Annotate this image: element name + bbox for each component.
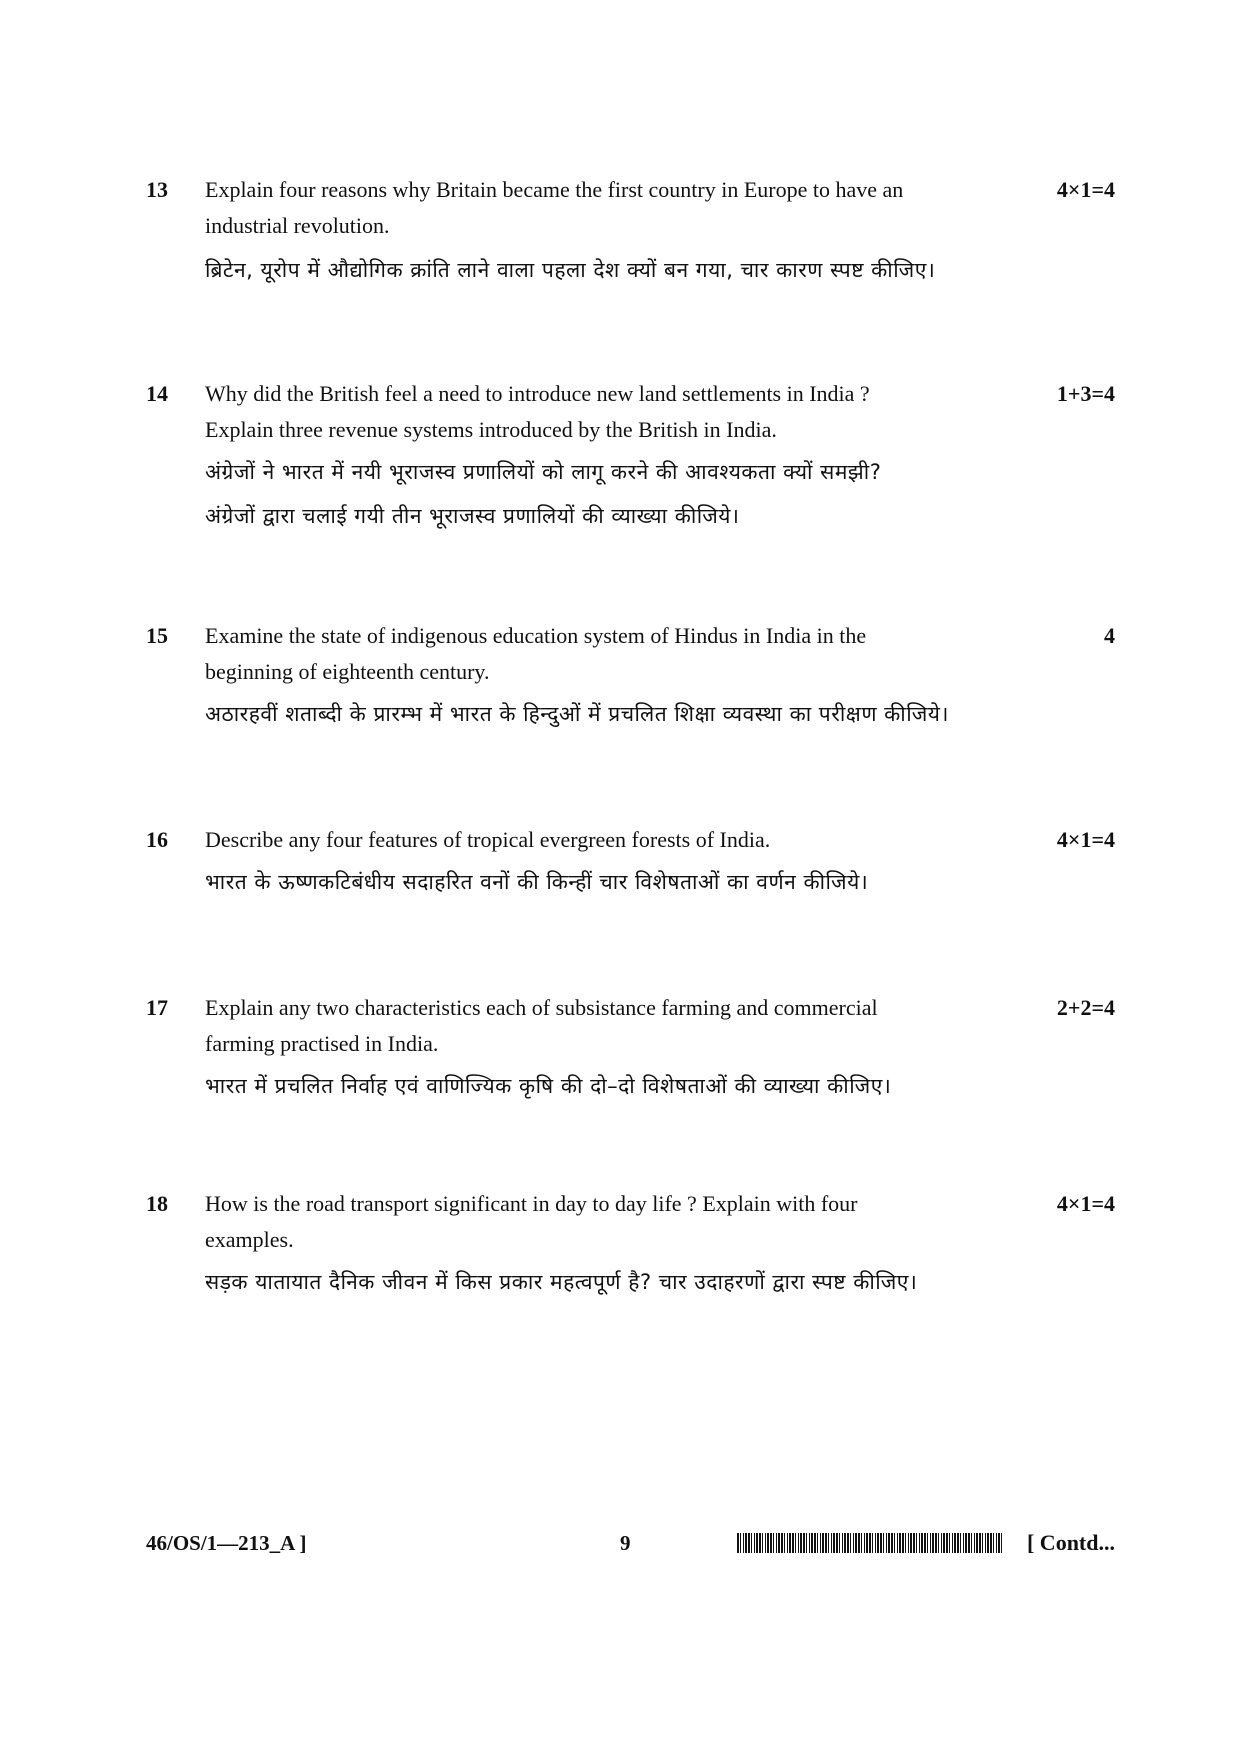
question-text-hindi	[205, 248, 1075, 292]
question-text-english	[205, 376, 1035, 448]
english-line: examples.	[205, 1227, 294, 1252]
question-text-hindi	[205, 860, 1075, 904]
question-text-hindi	[205, 1064, 1075, 1108]
barcode-icon	[737, 1533, 1002, 1553]
english-line: How is the road transport significant in day to day life ? Explain with four	[205, 1191, 858, 1216]
hindi-line: अठारहवीं शताब्दी के प्रारम्भ में भारत के हिन्दुओं में प्रचलित शिक्षा व्यवस्था का परीक्षण कीजिये।	[205, 702, 949, 726]
english-line: Examine the state of indigenous education system of Hindus in India in the	[205, 623, 867, 648]
page-number: 9	[620, 1531, 631, 1555]
hindi-line: अंग्रेजों ने भारत में नयी भूराजस्व प्रणालियों को लागू करने की आवश्यकता क्यों समझी?	[205, 460, 882, 484]
hindi-line: ब्रिटेन, यूरोप में औद्योगिक क्रांति लाने वाला पहला देश क्यों बन गया, चार कारण स्पष्ट कीजिए।	[205, 258, 936, 282]
hindi-line: सड़क यातायात दैनिक जीवन में किस प्रकार महत्वपूर्ण है? चार उदाहरणों द्वारा स्पष्ट कीजिए।	[205, 1270, 918, 1294]
question-number: 15	[146, 623, 168, 648]
english-line: Explain four reasons why Britain became the first country in Europe to have an	[205, 177, 904, 202]
english-line: Describe any four features of tropical evergreen forests of India.	[205, 827, 771, 852]
question-text-english	[205, 172, 1035, 244]
english-line: Why did the British feel a need to introduce new land settlements in India ?	[205, 381, 870, 406]
question-text-english	[205, 618, 1035, 690]
hindi-line: भारत के ऊष्णकटिबंधीय सदाहरित वनों की किन्हीं चार विशेषताओं का वर्णन कीजिये।	[205, 870, 869, 894]
paper-code: 46/OS/1—213_A ]	[146, 1531, 307, 1555]
english-line: Explain any two characteristics each of subsistance farming and commercial	[205, 995, 878, 1020]
question-text-english	[205, 990, 1035, 1062]
contd-label: [ Contd...	[1026, 1530, 1115, 1555]
question-text-english	[205, 1186, 1035, 1258]
question-text-hindi	[205, 1260, 1075, 1304]
question-marks: 1+3=4	[1056, 381, 1115, 406]
question-number: 14	[146, 381, 168, 406]
question-number: 13	[146, 177, 168, 202]
english-line: industrial revolution.	[205, 213, 390, 238]
question-text-hindi	[205, 692, 1075, 736]
hindi-line: भारत में प्रचलित निर्वाह एवं वाणिज्यिक कृषि की दो–दो विशेषताओं की व्याख्या कीजिए।	[205, 1074, 892, 1098]
question-text-english	[205, 822, 1035, 858]
question-number: 18	[146, 1191, 168, 1216]
hindi-line: अंग्रेजों द्वारा चलाई गयी तीन भूराजस्व प्रणालियों की व्याख्या कीजिये।	[205, 504, 740, 528]
english-line: beginning of eighteenth century.	[205, 659, 490, 684]
question-marks: 4	[1104, 623, 1115, 648]
question-marks: 4×1=4	[1056, 1191, 1115, 1216]
question-text-hindi	[205, 450, 1075, 538]
question-number: 16	[146, 827, 168, 852]
page-footer	[0, 1525, 1241, 1561]
question-marks: 4×1=4	[1056, 177, 1115, 202]
english-line: farming practised in India.	[205, 1031, 439, 1056]
question-number: 17	[146, 995, 168, 1020]
english-line: Explain three revenue systems introduced by the British in India.	[205, 417, 777, 442]
question-marks: 4×1=4	[1056, 827, 1115, 852]
question-marks: 2+2=4	[1056, 995, 1115, 1020]
